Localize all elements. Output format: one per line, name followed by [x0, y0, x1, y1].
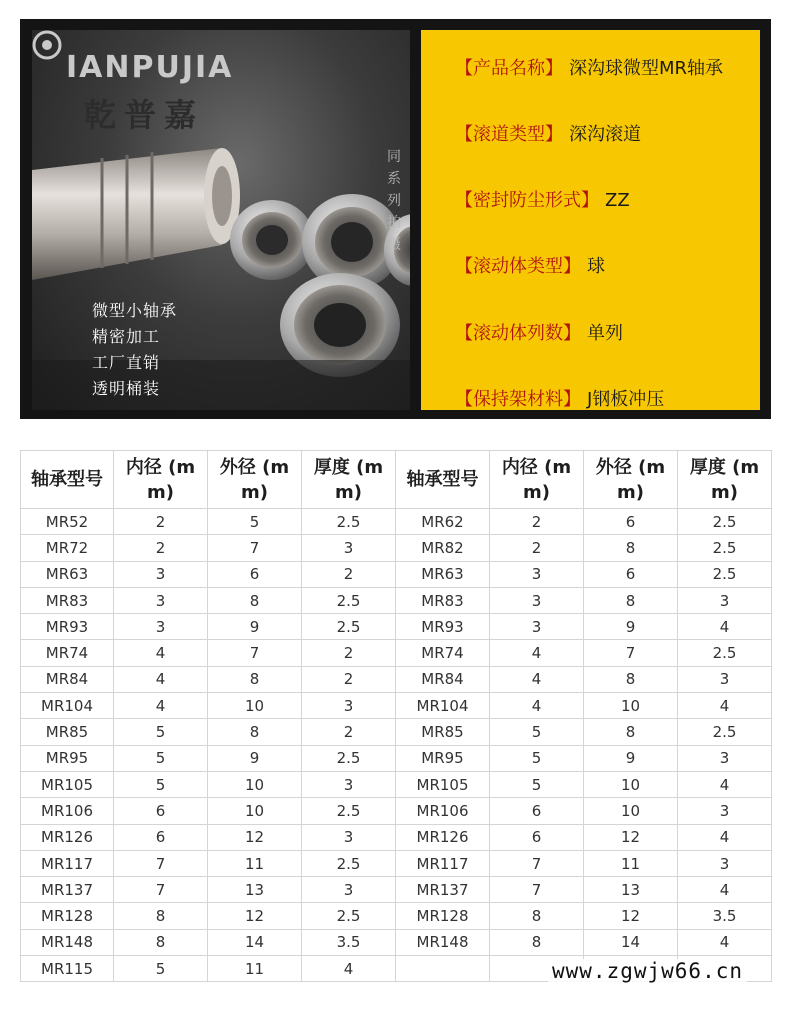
cell-model: MR84 [396, 666, 490, 692]
cell-model: MR74 [21, 640, 114, 666]
vertical-caption-char: 列 [387, 193, 401, 209]
cell-inner-diameter: 8 [114, 903, 208, 929]
cell-outer-diameter: 6 [584, 561, 678, 587]
cell-outer-diameter: 11 [208, 956, 302, 982]
table-row [21, 587, 772, 613]
cell-inner-diameter: 5 [490, 771, 584, 797]
cell-outer-diameter: 11 [584, 850, 678, 876]
slogan: 精密加工 [92, 327, 161, 346]
cell-thickness: 4 [302, 956, 396, 982]
table-row [21, 719, 772, 745]
cell-model: MR105 [396, 771, 490, 797]
cell-thickness: 2.5 [678, 640, 772, 666]
col-header-model: 轴承型号 [396, 451, 490, 509]
col-header-inner-diameter: 内径 (m m) [490, 451, 584, 509]
table-row [21, 745, 772, 771]
cell-outer-diameter: 13 [208, 877, 302, 903]
cell-model: MR104 [396, 693, 490, 719]
cell-inner-diameter: 6 [490, 824, 584, 850]
cell-thickness: 3 [302, 824, 396, 850]
product-photo [32, 30, 410, 410]
brand-logo-icon [32, 30, 62, 60]
cell-thickness: 2.5 [302, 850, 396, 876]
cell-model: MR72 [21, 535, 114, 561]
slogan-list [92, 298, 177, 402]
slogan: 微型小轴承 [92, 301, 178, 320]
cell-inner-diameter: 6 [114, 798, 208, 824]
cell-model: MR74 [396, 640, 490, 666]
cell-thickness: 4 [678, 877, 772, 903]
cell-thickness: 4 [678, 824, 772, 850]
info-row-product-name: 【产品名称】 深沟球微型MR轴承 [455, 58, 724, 79]
cell-thickness: 3 [678, 587, 772, 613]
cell-outer-diameter: 9 [208, 745, 302, 771]
cell-outer-diameter: 14 [584, 929, 678, 955]
col-header-thickness: 厚度 (m m) [678, 451, 772, 509]
cell-outer-diameter: 8 [208, 587, 302, 613]
cell-model: MR93 [396, 614, 490, 640]
cell-outer-diameter: 10 [208, 771, 302, 797]
cell-inner-diameter: 4 [490, 666, 584, 692]
cell-inner-diameter: 4 [490, 693, 584, 719]
cell-outer-diameter: 12 [584, 903, 678, 929]
cell-inner-diameter: 5 [114, 956, 208, 982]
cell-model: MR85 [21, 719, 114, 745]
bearing-spec-table [20, 450, 772, 982]
vertical-caption-char: 拍 [387, 215, 401, 231]
cell-model: MR128 [396, 903, 490, 929]
cell-thickness: 2.5 [302, 798, 396, 824]
cell-outer-diameter: 5 [208, 509, 302, 535]
cell-model: MR117 [396, 850, 490, 876]
cell-model: MR137 [396, 877, 490, 903]
slogan: 工厂直销 [92, 353, 161, 372]
cell-thickness: 2 [302, 666, 396, 692]
cell-thickness: 2.5 [302, 509, 396, 535]
cell-thickness: 2 [302, 719, 396, 745]
table-row [21, 824, 772, 850]
cell-outer-diameter: 8 [208, 666, 302, 692]
cell-inner-diameter: 8 [114, 929, 208, 955]
site-watermark: www.zgwjw66.cn [548, 959, 747, 983]
cell-outer-diameter: 6 [208, 561, 302, 587]
cell-inner-diameter: 7 [490, 850, 584, 876]
cell-model: MR137 [21, 877, 114, 903]
info-row-rolling-element-type: 【滚动体类型】 球 [455, 256, 605, 277]
cell-model [396, 956, 490, 982]
cell-thickness: 3 [302, 877, 396, 903]
cell-inner-diameter: 3 [114, 561, 208, 587]
bearings-illustration [32, 30, 410, 410]
table-row [21, 850, 772, 876]
cell-thickness: 2.5 [678, 509, 772, 535]
cell-model: MR115 [21, 956, 114, 982]
cell-model: MR117 [21, 850, 114, 876]
cell-inner-diameter: 4 [490, 640, 584, 666]
cell-inner-diameter: 2 [114, 535, 208, 561]
cell-model: MR104 [21, 693, 114, 719]
table-row [21, 561, 772, 587]
cell-thickness: 4 [678, 693, 772, 719]
brand-latin: IANPUJIA [66, 50, 234, 85]
cell-outer-diameter: 9 [584, 614, 678, 640]
vertical-caption-char: 同 [387, 149, 401, 165]
table-row [21, 798, 772, 824]
table-row [21, 509, 772, 535]
cell-outer-diameter: 7 [208, 535, 302, 561]
cell-thickness: 2 [302, 561, 396, 587]
cell-outer-diameter: 10 [584, 693, 678, 719]
cell-inner-diameter: 4 [114, 640, 208, 666]
cell-model: MR95 [21, 745, 114, 771]
table-row [21, 666, 772, 692]
cell-model: MR93 [21, 614, 114, 640]
cell-outer-diameter: 8 [584, 666, 678, 692]
cell-inner-diameter: 5 [490, 719, 584, 745]
cell-model: MR63 [396, 561, 490, 587]
cell-inner-diameter: 6 [490, 798, 584, 824]
col-header-outer-diameter: 外径 (m m) [584, 451, 678, 509]
cell-thickness: 3.5 [302, 929, 396, 955]
cell-model: MR62 [396, 509, 490, 535]
cell-model: MR126 [396, 824, 490, 850]
cell-thickness: 3 [302, 535, 396, 561]
cell-thickness: 2 [302, 640, 396, 666]
cell-inner-diameter: 3 [490, 614, 584, 640]
cell-inner-diameter: 5 [114, 719, 208, 745]
cell-inner-diameter: 4 [114, 693, 208, 719]
table-row [21, 877, 772, 903]
cell-thickness: 3 [678, 798, 772, 824]
col-header-outer-diameter: 外径 (m m) [208, 451, 302, 509]
cell-thickness: 3 [302, 771, 396, 797]
cell-thickness: 2.5 [678, 561, 772, 587]
cell-thickness: 3 [678, 745, 772, 771]
info-row-row-count: 【滚动体列数】 单列 [455, 323, 623, 344]
col-header-model: 轴承型号 [21, 451, 114, 509]
cell-model: MR106 [21, 798, 114, 824]
vertical-caption-char: 系 [387, 171, 401, 187]
cell-outer-diameter: 10 [208, 693, 302, 719]
cell-inner-diameter: 3 [114, 587, 208, 613]
cell-inner-diameter: 2 [490, 509, 584, 535]
info-row-cage-material: 【保持架材料】 J钢板冲压 [455, 389, 665, 410]
cell-outer-diameter: 12 [208, 903, 302, 929]
cell-model: MR63 [21, 561, 114, 587]
cell-outer-diameter: 13 [584, 877, 678, 903]
cell-inner-diameter: 7 [114, 850, 208, 876]
cell-outer-diameter: 10 [584, 771, 678, 797]
slogan: 透明桶装 [92, 379, 161, 398]
product-info-panel [421, 30, 760, 410]
cell-outer-diameter: 14 [208, 929, 302, 955]
cell-thickness: 2.5 [302, 745, 396, 771]
cell-thickness: 3.5 [678, 903, 772, 929]
cell-thickness: 2.5 [302, 614, 396, 640]
cell-outer-diameter: 9 [584, 745, 678, 771]
cell-inner-diameter: 7 [490, 877, 584, 903]
cell-model: MR83 [396, 587, 490, 613]
cell-inner-diameter: 2 [114, 509, 208, 535]
cell-thickness: 2.5 [302, 587, 396, 613]
cell-outer-diameter: 7 [584, 640, 678, 666]
cell-inner-diameter: 4 [114, 666, 208, 692]
table-row [21, 771, 772, 797]
cell-inner-diameter: 7 [114, 877, 208, 903]
cell-inner-diameter: 8 [490, 929, 584, 955]
table-row [21, 614, 772, 640]
cell-thickness: 3 [302, 693, 396, 719]
cell-model: MR106 [396, 798, 490, 824]
cell-model: MR52 [21, 509, 114, 535]
cell-outer-diameter: 7 [208, 640, 302, 666]
cell-thickness: 2.5 [678, 719, 772, 745]
product-banner [20, 19, 771, 419]
col-header-thickness: 厚度 (m m) [302, 451, 396, 509]
table-row [21, 640, 772, 666]
cell-inner-diameter: 5 [490, 745, 584, 771]
table-row [21, 535, 772, 561]
cell-inner-diameter: 8 [490, 903, 584, 929]
cell-outer-diameter: 11 [208, 850, 302, 876]
cell-model: MR84 [21, 666, 114, 692]
table-header-row [21, 451, 772, 509]
cell-inner-diameter: 5 [114, 771, 208, 797]
cell-outer-diameter: 9 [208, 614, 302, 640]
vertical-caption [384, 146, 404, 256]
cell-model: MR128 [21, 903, 114, 929]
cell-outer-diameter: 8 [208, 719, 302, 745]
cell-model: MR105 [21, 771, 114, 797]
cell-outer-diameter: 8 [584, 587, 678, 613]
cell-thickness: 4 [678, 614, 772, 640]
cell-thickness: 4 [678, 771, 772, 797]
brand-chinese: 乾普嘉 [84, 96, 205, 134]
table-row [21, 693, 772, 719]
cell-model: MR148 [396, 929, 490, 955]
cell-outer-diameter: 12 [208, 824, 302, 850]
table-row [21, 903, 772, 929]
cell-outer-diameter: 12 [584, 824, 678, 850]
cell-model: MR83 [21, 587, 114, 613]
cell-inner-diameter: 2 [490, 535, 584, 561]
table-row [21, 929, 772, 955]
cell-model: MR85 [396, 719, 490, 745]
cell-outer-diameter: 10 [208, 798, 302, 824]
cell-outer-diameter: 8 [584, 719, 678, 745]
cell-inner-diameter: 6 [114, 824, 208, 850]
cell-outer-diameter: 6 [584, 509, 678, 535]
cell-outer-diameter: 8 [584, 535, 678, 561]
cell-inner-diameter: 5 [114, 745, 208, 771]
cell-thickness: 3 [678, 666, 772, 692]
cell-inner-diameter: 3 [114, 614, 208, 640]
cell-outer-diameter: 10 [584, 798, 678, 824]
cell-model: MR148 [21, 929, 114, 955]
info-row-seal-type: 【密封防尘形式】 ZZ [455, 190, 630, 211]
cell-thickness: 2.5 [302, 903, 396, 929]
cell-thickness: 2.5 [678, 535, 772, 561]
col-header-inner-diameter: 内径 (m m) [114, 451, 208, 509]
table-body [21, 509, 772, 982]
cell-inner-diameter: 3 [490, 587, 584, 613]
vertical-caption-char: 摄 [387, 237, 401, 253]
cell-model: MR126 [21, 824, 114, 850]
cell-inner-diameter: 3 [490, 561, 584, 587]
cell-thickness: 3 [678, 850, 772, 876]
cell-model: MR82 [396, 535, 490, 561]
info-row-raceway-type: 【滚道类型】 深沟滚道 [455, 124, 641, 145]
cell-model: MR95 [396, 745, 490, 771]
cell-thickness: 4 [678, 929, 772, 955]
